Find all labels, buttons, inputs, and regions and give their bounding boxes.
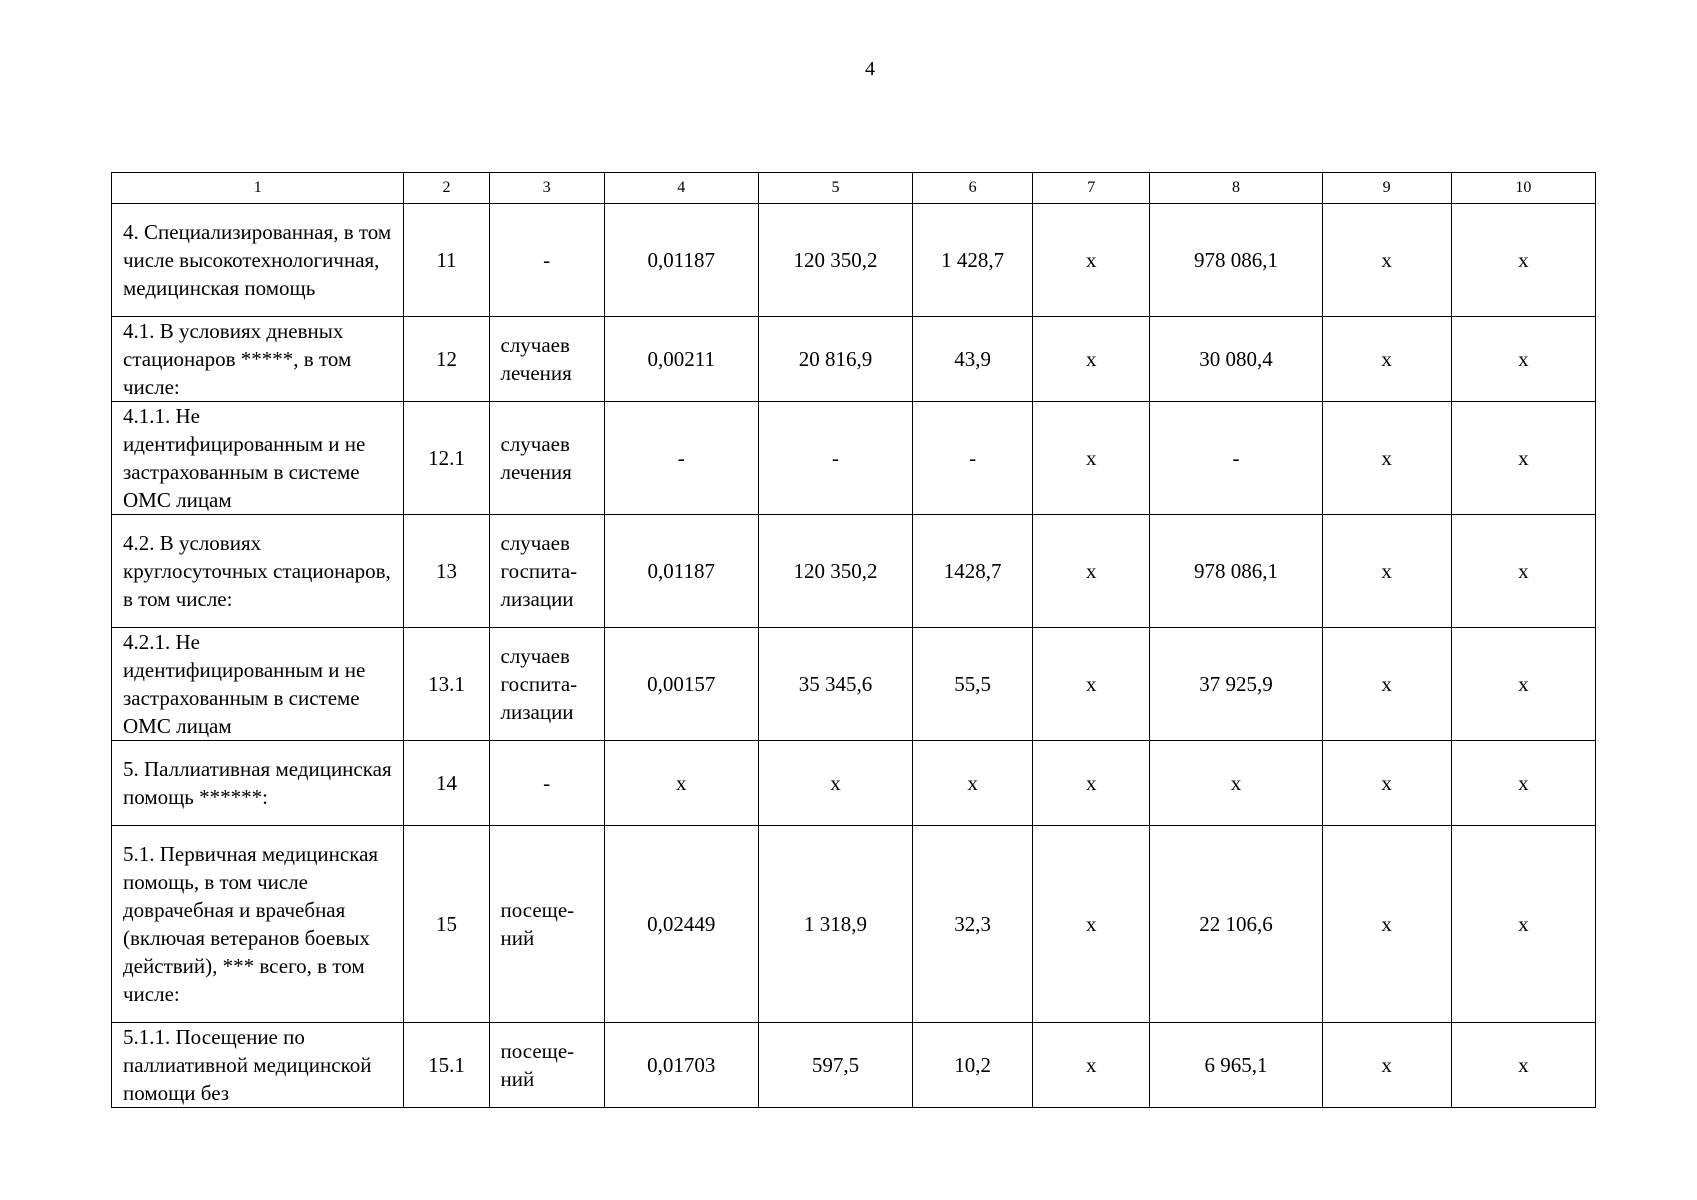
table-cell: 0,00211 xyxy=(604,317,758,402)
table-cell: 978 086,1 xyxy=(1150,515,1322,628)
table-cell: х xyxy=(758,741,912,826)
table-cell: х xyxy=(1451,515,1595,628)
table-cell: 12.1 xyxy=(404,402,489,515)
data-table xyxy=(111,172,1596,1108)
table-cell: х xyxy=(1451,741,1595,826)
table-cell: х xyxy=(1451,317,1595,402)
table-cell: 597,5 xyxy=(758,1023,912,1108)
table-cell: 120 350,2 xyxy=(758,204,912,317)
table-cell: х xyxy=(1322,741,1451,826)
table-cell: х xyxy=(1322,515,1451,628)
table-cell: 30 080,4 xyxy=(1150,317,1322,402)
table-cell: 37 925,9 xyxy=(1150,628,1322,741)
column-header: 1 xyxy=(112,173,404,204)
table-cell: 20 816,9 xyxy=(758,317,912,402)
table-row xyxy=(112,741,1596,826)
table-cell: х xyxy=(1322,402,1451,515)
table-cell: 1 428,7 xyxy=(913,204,1033,317)
table-row xyxy=(112,317,1596,402)
table-cell: - xyxy=(489,741,604,826)
table-cell: 12 xyxy=(404,317,489,402)
table-cell: х xyxy=(913,741,1033,826)
column-header: 6 xyxy=(913,173,1033,204)
table-cell: х xyxy=(1322,317,1451,402)
page-number: 4 xyxy=(865,58,875,80)
table-cell: х xyxy=(1322,1023,1451,1108)
table-cell: х xyxy=(1150,741,1322,826)
table-cell: 15 xyxy=(404,826,489,1023)
table-row xyxy=(112,204,1596,317)
row-name-cell: 4.1.1. Не идентифицированным и не застрахованным в системе ОМС лицам xyxy=(112,402,404,515)
row-name-cell: 5. Паллиативная медицинская помощь ******: xyxy=(112,741,404,826)
table-cell: 15.1 xyxy=(404,1023,489,1108)
column-header: 2 xyxy=(404,173,489,204)
unit-cell: случаев лечения xyxy=(489,317,604,402)
table-cell: 0,01187 xyxy=(604,204,758,317)
table-cell: х xyxy=(1033,628,1150,741)
column-header: 7 xyxy=(1033,173,1150,204)
table-cell: 120 350,2 xyxy=(758,515,912,628)
table-cell: х xyxy=(1033,826,1150,1023)
table-cell: 55,5 xyxy=(913,628,1033,741)
column-header: 9 xyxy=(1322,173,1451,204)
table-cell: 0,01703 xyxy=(604,1023,758,1108)
table-cell: х xyxy=(1451,1023,1595,1108)
table-row xyxy=(112,515,1596,628)
table-cell: 6 965,1 xyxy=(1150,1023,1322,1108)
table-cell: 32,3 xyxy=(913,826,1033,1023)
table-cell: - xyxy=(604,402,758,515)
table-cell: х xyxy=(1033,402,1150,515)
row-name-cell: 4.2. В условиях круглосуточных стационаров, в том числе: xyxy=(112,515,404,628)
table-cell: 13 xyxy=(404,515,489,628)
table-row xyxy=(112,826,1596,1023)
table-cell: - xyxy=(489,204,604,317)
table-cell: - xyxy=(758,402,912,515)
table-cell: 0,01187 xyxy=(604,515,758,628)
table-cell: 10,2 xyxy=(913,1023,1033,1108)
row-name-cell: 5.1. Первичная медицинская помощь, в том числе доврачебная и врачебная (включая ветеранов боевых действий), *** всего, в том числе: xyxy=(112,826,404,1023)
table-row xyxy=(112,402,1596,515)
row-name-cell: 4.2.1. Не идентифицированным и не застрахованным в системе ОМС лицам xyxy=(112,628,404,741)
row-name-cell: 5.1.1. Посещение по паллиативной медицинской помощи без xyxy=(112,1023,404,1108)
table-cell: х xyxy=(1451,628,1595,741)
table-cell: - xyxy=(913,402,1033,515)
unit-cell: посеще-ний xyxy=(489,1023,604,1108)
row-name-cell: 4. Специализированная, в том числе высокотехнологичная, медицинская помощь xyxy=(112,204,404,317)
unit-cell: посеще-ний xyxy=(489,826,604,1023)
unit-cell: случаев госпита-лизации xyxy=(489,515,604,628)
table-cell: 13.1 xyxy=(404,628,489,741)
unit-cell: случаев лечения xyxy=(489,402,604,515)
table-cell: 0,00157 xyxy=(604,628,758,741)
table-cell: 978 086,1 xyxy=(1150,204,1322,317)
table-header-row xyxy=(112,173,1596,204)
table-cell: 43,9 xyxy=(913,317,1033,402)
table-cell: х xyxy=(1322,628,1451,741)
table-cell: х xyxy=(1033,1023,1150,1108)
table-cell: х xyxy=(1322,204,1451,317)
table-cell: 0,02449 xyxy=(604,826,758,1023)
column-header: 8 xyxy=(1150,173,1322,204)
table-cell: 1428,7 xyxy=(913,515,1033,628)
table-cell: 14 xyxy=(404,741,489,826)
table-cell: х xyxy=(1322,826,1451,1023)
table-cell: х xyxy=(1033,204,1150,317)
column-header: 5 xyxy=(758,173,912,204)
table-row xyxy=(112,628,1596,741)
table-cell: х xyxy=(1033,741,1150,826)
table-cell: х xyxy=(1451,402,1595,515)
table-cell: - xyxy=(1150,402,1322,515)
unit-cell: случаев госпита-лизации xyxy=(489,628,604,741)
table-cell: х xyxy=(604,741,758,826)
column-header: 3 xyxy=(489,173,604,204)
column-header: 4 xyxy=(604,173,758,204)
table-cell: 1 318,9 xyxy=(758,826,912,1023)
table-cell: 22 106,6 xyxy=(1150,826,1322,1023)
table-row xyxy=(112,1023,1596,1108)
table-cell: х xyxy=(1033,317,1150,402)
table-cell: х xyxy=(1451,826,1595,1023)
table-cell: х xyxy=(1451,204,1595,317)
column-header: 10 xyxy=(1451,173,1595,204)
table-cell: 35 345,6 xyxy=(758,628,912,741)
table-cell: х xyxy=(1033,515,1150,628)
row-name-cell: 4.1. В условиях дневных стационаров *****, в том числе: xyxy=(112,317,404,402)
table-cell: 11 xyxy=(404,204,489,317)
